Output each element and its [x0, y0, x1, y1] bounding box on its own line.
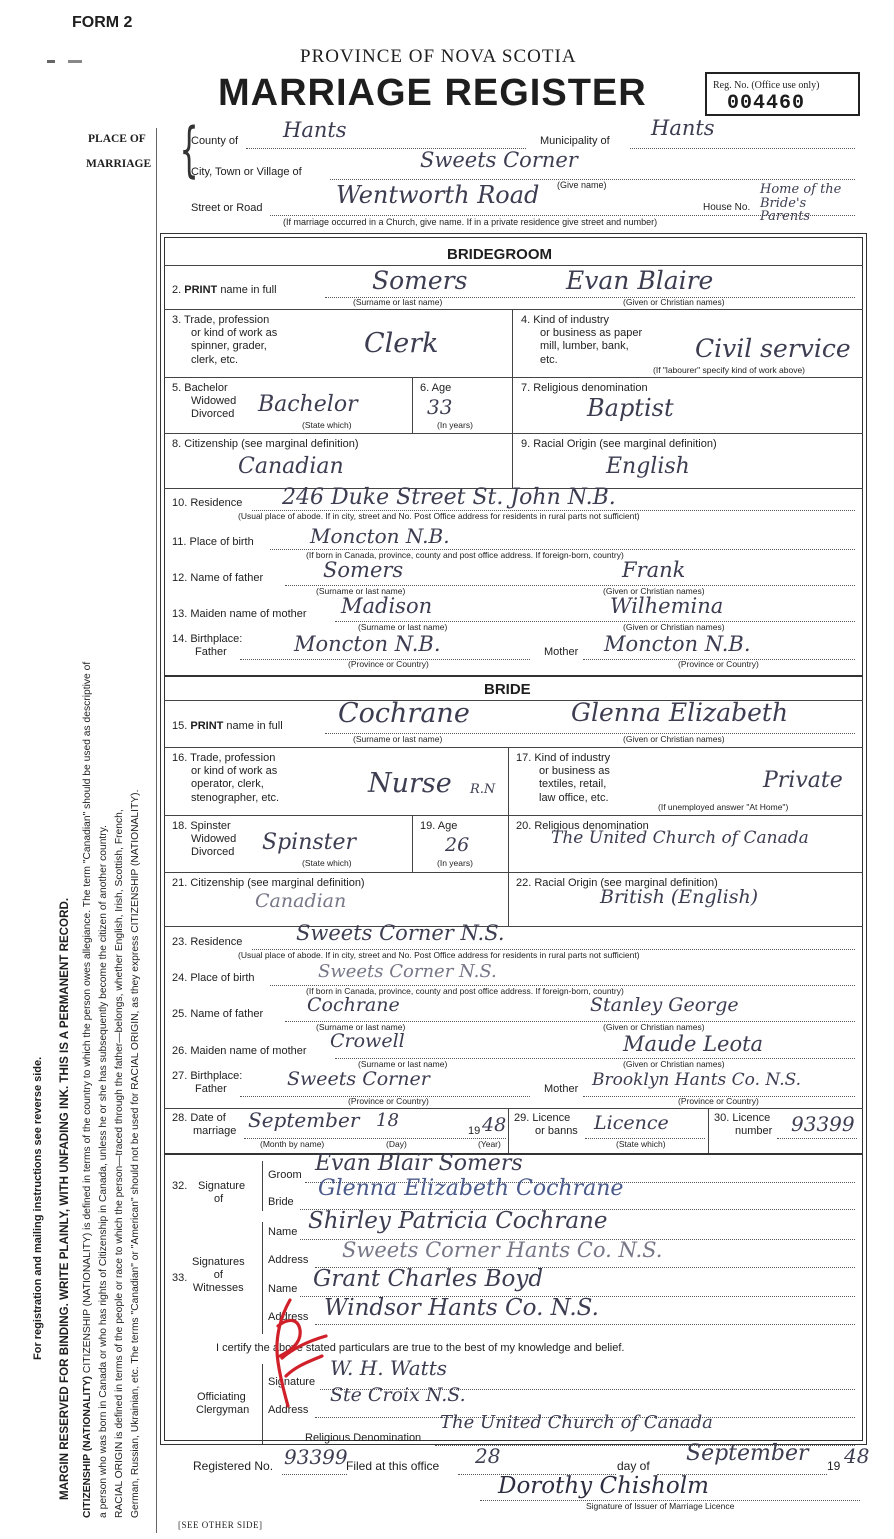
- denomination-label: Religious Denomination: [305, 1432, 422, 1444]
- witness2-name: Grant Charles Boyd: [313, 1266, 544, 1292]
- divider: [164, 747, 863, 748]
- divider: [164, 309, 863, 310]
- divider: [164, 872, 863, 873]
- groom-residence: 246 Duke Street St. John N.B.: [282, 485, 616, 510]
- witness1-address: Sweets Corner Hants Co. N.S.: [342, 1238, 663, 1262]
- bride-father-surname: Cochrane: [307, 994, 400, 1016]
- groom-sig-label: Groom: [268, 1169, 302, 1181]
- house-value: Home of the Bride's Parents: [760, 182, 842, 225]
- clergy-address-label: Address: [268, 1404, 309, 1416]
- f30-label-b: number: [735, 1125, 773, 1137]
- groom-given: Evan Blaire: [566, 266, 714, 295]
- f2-rest: name in full: [220, 284, 277, 296]
- f17-line: or business as: [539, 765, 610, 778]
- prov-caption: (Province or Country): [348, 1096, 429, 1106]
- bride-surname: Cochrane: [338, 698, 470, 729]
- see-other-side: [SEE OTHER SIDE]: [178, 1520, 263, 1530]
- industry-caption: (If "labourer" specify kind of work above): [653, 365, 806, 375]
- f20-label: 20. Religious denomination: [516, 820, 649, 832]
- f16-label: [172, 752, 279, 805]
- f17-label: [516, 752, 610, 805]
- divider: [508, 1108, 509, 1153]
- state-which-caption: (State which): [616, 1139, 666, 1149]
- filed-label: Filed at this office: [346, 1459, 440, 1473]
- side-note-racial-1: RACIAL ORIGIN is defined in terms of the people or race to which the person—traced through the father—belongs, whether English, Irish, Scottish, French,: [114, 809, 125, 1518]
- groom-mother-birth: Moncton N.B.: [604, 632, 751, 656]
- surname-caption: (Surname or last name): [316, 1022, 406, 1032]
- groom-father-surname: Somers: [323, 558, 404, 582]
- issuer-caption: Signature of Issuer of Marriage Licence: [586, 1501, 735, 1511]
- bride-sig-label: Bride: [268, 1196, 294, 1208]
- groom-signature: Evan Blair Somers: [315, 1151, 523, 1176]
- registered-label: Registered No.: [193, 1459, 274, 1473]
- side-note-margin: MARGIN RESERVED FOR BINDING. WRITE PLAINLY, WITH UNFADING INK. THIS IS A PERMANENT RECORD.: [58, 897, 71, 1500]
- bride-heading: BRIDE: [484, 681, 531, 698]
- bride-father-given: Stanley George: [590, 994, 739, 1016]
- side-note-citizenship-1: CITIZENSHIP (NATIONALITY) CITIZENSHIP (NATIONALITY) is defined in terms of the country to which the person owes allegiance. The term "Canadian" should be used as descriptive of: [82, 661, 93, 1518]
- f18-label: [172, 820, 236, 860]
- filed-year: 48: [844, 1444, 870, 1468]
- f18-line: Divorced: [191, 846, 235, 859]
- divider: [164, 815, 863, 816]
- f11-label: 11. Place of birth: [172, 536, 254, 548]
- f33-line: Witnesses: [192, 1282, 244, 1295]
- bride-birthplace: Sweets Corner N.S.: [318, 961, 497, 982]
- bride-mother-surname: Crowell: [330, 1030, 405, 1052]
- industry-caption: (If unemployed answer "At Home"): [658, 802, 789, 812]
- divider: [512, 309, 513, 377]
- municipality-label: Municipality of: [540, 135, 610, 147]
- prov-caption: (Province or Country): [348, 659, 429, 669]
- reg-no-value: 004460: [727, 92, 806, 115]
- f19-label: 19. Age: [420, 820, 458, 832]
- f33-line: Signatures: [192, 1256, 245, 1268]
- f17-line: 17. Kind of industry: [516, 752, 611, 764]
- county-value: Hants: [283, 118, 347, 142]
- residence-caption: (Usual place of abode. If in city, street and No. Post Office address for residents in rural parts not sufficient): [238, 511, 640, 521]
- witness1-name: Shirley Patricia Cochrane: [308, 1208, 608, 1234]
- f13-label: 13. Maiden name of mother: [172, 608, 307, 620]
- w1-address-label: Address: [268, 1254, 309, 1266]
- groom-age: 33: [427, 395, 453, 419]
- f10-label: 10. Residence: [172, 497, 243, 509]
- f24-label: 24. Place of birth: [172, 972, 255, 984]
- divider: [164, 675, 863, 677]
- house-label: House No.: [703, 202, 751, 213]
- f23-label: 23. Residence: [172, 936, 243, 948]
- divider: [262, 1364, 263, 1444]
- certify-text: I certify the above stated particulars are true to the best of my knowledge and belief.: [216, 1342, 625, 1354]
- registered-no: 93399: [284, 1445, 348, 1469]
- prov-caption: (Province or Country): [678, 659, 759, 669]
- marriage-month: September: [248, 1108, 360, 1132]
- place-label: PLACE OF: [88, 133, 146, 145]
- bride-residence: Sweets Corner N.S.: [296, 921, 505, 945]
- witness2-address: Windsor Hants Co. N.S.: [324, 1295, 599, 1321]
- clergy-label-b: Clergyman: [196, 1404, 250, 1416]
- give-name-caption: (Give name): [557, 180, 607, 190]
- in-years-caption: (In years): [437, 420, 473, 430]
- given-caption: (Given or Christian names): [603, 586, 705, 596]
- filed-month: September: [686, 1441, 809, 1466]
- f5-line: Divorced: [191, 408, 235, 421]
- bride-religion: The United Church of Canada: [551, 828, 809, 848]
- w1-name-label: Name: [268, 1226, 298, 1238]
- county-label: County of: [191, 135, 239, 147]
- groom-surname: Somers: [372, 266, 468, 295]
- w2-name-label: Name: [268, 1283, 298, 1295]
- f2-print: PRINT: [184, 284, 218, 296]
- f4-label: [521, 314, 642, 367]
- form-number: FORM 2: [72, 14, 133, 31]
- f15-print: PRINT: [190, 720, 224, 732]
- f17-line: law office, etc.: [539, 791, 609, 804]
- f4-line: mill, lumber, bank,: [540, 340, 629, 353]
- side-note-instructions: For registration and mailing instructions see reverse side.: [32, 1056, 44, 1360]
- f3-line: or kind of work as: [191, 327, 278, 340]
- filed-year-prefix: 19: [827, 1459, 841, 1473]
- reg-no-label: Reg. No. (Office use only): [713, 80, 820, 91]
- side-note-racial-2: German, Russian, Ukrainian, etc. The terms "Canadian" or "American" should not be used for RACIAL ORIGIN, as they express CITIZENSHIP (NATIONALITY).: [130, 789, 141, 1518]
- clergy-label: Officiating: [197, 1391, 246, 1403]
- page-title: MARRIAGE REGISTER: [218, 72, 647, 114]
- registered-line: [282, 1474, 347, 1475]
- clergy-address: Ste Croix N.S.: [330, 1384, 466, 1406]
- f4-line: 4. Kind of industry: [521, 314, 610, 326]
- f16-line: stenographer, etc.: [191, 791, 280, 804]
- city-label: City, Town or Village of: [191, 166, 302, 178]
- divider: [262, 1222, 263, 1334]
- divider: [512, 377, 513, 433]
- surname-caption: (Surname or last name): [358, 622, 448, 632]
- licence-number-line: [777, 1138, 857, 1139]
- surname-caption: (Surname or last name): [353, 297, 443, 307]
- place-note: (If marriage occurred in a Church, give name. If in a private residence give street and number): [283, 217, 658, 227]
- birth-caption: (If born in Canada, province, county and post office address. If foreign-born, country): [306, 550, 624, 560]
- birth-caption: (If born in Canada, province, county and post office address. If foreign-born, country): [306, 986, 624, 996]
- day-of-label: day of: [617, 1459, 650, 1473]
- clergy-denomination: The United Church of Canada: [440, 1412, 713, 1433]
- f4-line: etc.: [540, 353, 558, 366]
- divider: [708, 1108, 709, 1153]
- state-which-caption: (State which): [302, 858, 352, 868]
- bride-citizenship: Canadian: [255, 890, 347, 912]
- bride-signature: Glenna Elizabeth Cochrane: [318, 1176, 624, 1201]
- f17-line: textiles, retail,: [539, 778, 607, 791]
- f15-rest: name in full: [226, 720, 283, 732]
- f15-label: [172, 720, 283, 733]
- f3-line: clerk, etc.: [191, 353, 239, 366]
- f4-line: or business as paper: [540, 327, 643, 340]
- f16-line: 16. Trade, profession: [172, 752, 276, 764]
- year-caption: (Year): [478, 1139, 501, 1149]
- punch-mark: [68, 60, 82, 63]
- f32-label: Signature: [198, 1180, 246, 1192]
- divider: [508, 747, 509, 815]
- year-prefix: 19: [468, 1125, 481, 1137]
- city-value: Sweets Corner: [420, 148, 578, 172]
- punch-mark: [47, 60, 55, 63]
- groom-religion: Baptist: [587, 394, 674, 422]
- surname-caption: (Surname or last name): [316, 586, 406, 596]
- f28-label-b: marriage: [193, 1125, 237, 1137]
- licence-number: 93399: [791, 1112, 855, 1136]
- licence-type: Licence: [594, 1112, 669, 1134]
- divider: [164, 377, 863, 378]
- bride-given: Glenna Elizabeth: [571, 698, 789, 727]
- f6-label: 6. Age: [420, 382, 452, 394]
- bride-trade: Nurse: [368, 768, 452, 799]
- residence-caption: (Usual place of abode. If in city, street and No. Post Office address for residents in rural parts not sufficient): [238, 950, 640, 960]
- f3-label: [172, 314, 277, 367]
- in-years-caption: (In years): [437, 858, 473, 868]
- day-caption: (Day): [386, 1139, 407, 1149]
- f2-num: 2.: [172, 284, 182, 296]
- f2-label: [172, 284, 277, 297]
- f27-father-label: Father: [195, 1083, 227, 1095]
- f16-line: or kind of work as: [191, 765, 278, 778]
- bride-age: 26: [445, 834, 470, 856]
- f27-mother-label: Mother: [544, 1083, 579, 1095]
- f28-label: 28. Date of: [172, 1112, 226, 1124]
- f29-label: 29. Licence: [514, 1112, 571, 1124]
- f5-line: 5. Bachelor: [172, 382, 228, 394]
- street-label: Street or Road: [191, 202, 263, 214]
- month-caption: (Month by name): [260, 1139, 325, 1149]
- f22-label: 22. Racial Origin (see marginal definition): [516, 877, 718, 889]
- province-heading: PROVINCE OF NOVA SCOTIA: [300, 46, 577, 67]
- bride-mother-given: Maude Leota: [623, 1032, 764, 1056]
- reg-no-box: [705, 72, 860, 116]
- f27-label: 27. Birthplace:: [172, 1070, 243, 1082]
- marriage-label: MARRIAGE: [86, 158, 152, 170]
- f5-label: [172, 382, 236, 422]
- divider: [262, 1161, 263, 1211]
- bride-industry: Private: [763, 768, 843, 793]
- bride-status: Spinster: [262, 830, 357, 855]
- divider: [164, 433, 863, 434]
- w2-address-label: Address: [268, 1311, 309, 1323]
- f21-label: 21. Citizenship (see marginal definition): [172, 877, 365, 889]
- prov-caption: (Province or Country): [678, 1096, 759, 1106]
- brace: {: [179, 115, 199, 185]
- groom-industry: Civil service: [695, 334, 851, 363]
- divider: [508, 815, 509, 872]
- f18-line: Widowed: [191, 833, 237, 846]
- bride-mother-birth: Brooklyn Hants Co. N.S.: [592, 1070, 802, 1090]
- divider: [164, 926, 863, 927]
- f14-father-label: Father: [195, 646, 227, 658]
- bride-racial: British (English): [600, 886, 759, 908]
- municipality-value: Hants: [651, 116, 715, 140]
- divider: [412, 815, 413, 872]
- given-caption: (Given or Christian names): [623, 622, 725, 632]
- clergy-signature: W. H. Watts: [330, 1356, 448, 1380]
- groom-father-birth: Moncton N.B.: [294, 632, 441, 656]
- f16-line: operator, clerk,: [191, 778, 264, 791]
- marriage-year: 48: [482, 1114, 507, 1136]
- f15-num: 15.: [172, 720, 188, 732]
- f33-line: of: [213, 1269, 223, 1282]
- divider: [412, 377, 413, 433]
- groom-trade: Clerk: [364, 328, 439, 359]
- surname-caption: (Surname or last name): [353, 734, 443, 744]
- f29-label-b: or banns: [535, 1125, 578, 1137]
- f14-label: 14. Birthplace:: [172, 633, 243, 645]
- groom-racial: English: [606, 454, 690, 479]
- f3-line: 3. Trade, profession: [172, 314, 270, 326]
- marriage-day: 18: [376, 1110, 399, 1131]
- street-value: Wentworth Road: [336, 181, 540, 209]
- f33-label: [192, 1256, 245, 1296]
- clergy-sig-label: Signature: [268, 1376, 316, 1388]
- red-check-mark-icon: [268, 1296, 330, 1412]
- f32-label-b: of: [214, 1193, 224, 1205]
- binding-margin-line: [156, 128, 157, 1533]
- surname-caption: (Surname or last name): [358, 1059, 448, 1069]
- groom-mother-given: Wilhemina: [610, 594, 724, 618]
- f7-label: 7. Religious denomination: [521, 382, 648, 394]
- given-caption: (Given or Christian names): [623, 1059, 725, 1069]
- w2-address-line: [315, 1324, 855, 1325]
- divider: [512, 433, 513, 488]
- f8-label: 8. Citizenship (see marginal definition): [172, 438, 359, 450]
- divider: [164, 265, 863, 266]
- groom-status: Bachelor: [258, 392, 358, 417]
- f12-label: 12. Name of father: [172, 572, 264, 584]
- groom-father-given: Frank: [622, 558, 686, 582]
- f9-label: 9. Racial Origin (see marginal definition): [521, 438, 717, 450]
- groom-birthplace: Moncton N.B.: [310, 524, 450, 548]
- f3-line: spinner, grader,: [191, 340, 267, 353]
- municipality-line: [630, 148, 855, 149]
- f26-label: 26. Maiden name of mother: [172, 1045, 307, 1057]
- f5-line: Widowed: [191, 395, 237, 408]
- given-caption: (Given or Christian names): [623, 297, 725, 307]
- groom-citizenship: Canadian: [238, 454, 344, 479]
- given-caption: (Given or Christian names): [623, 734, 725, 744]
- f25-label: 25. Name of father: [172, 1008, 264, 1020]
- given-caption: (Given or Christian names): [603, 1022, 705, 1032]
- issuer-signature: Dorothy Chisholm: [498, 1473, 709, 1499]
- bride-father-birth: Sweets Corner: [287, 1068, 430, 1090]
- bride-trade-suffix: R.N: [470, 782, 496, 797]
- filed-day: 28: [475, 1444, 501, 1468]
- divider: [508, 872, 509, 926]
- groom-mother-surname: Madison: [341, 594, 433, 618]
- state-which-caption: (State which): [302, 420, 352, 430]
- f33-num: 33.: [172, 1272, 188, 1284]
- side-note-citizenship-2: a person who was born in Canada or who has rights of Citizenship in Canada, unless he or she has subsequently become the citizen of another country.: [98, 825, 109, 1518]
- side-note-text: CITIZENSHIP (NATIONALITY) is defined in terms of the country to which the person owes allegiance. The term "Canadian" should be used as descriptive of: [82, 661, 93, 1374]
- bridegroom-heading: BRIDEGROOM: [447, 246, 552, 263]
- f18-line: 18. Spinster: [172, 820, 231, 832]
- f32-num: 32.: [172, 1180, 188, 1192]
- f14-mother-label: Mother: [544, 646, 579, 658]
- f30-label: 30. Licence: [714, 1112, 771, 1124]
